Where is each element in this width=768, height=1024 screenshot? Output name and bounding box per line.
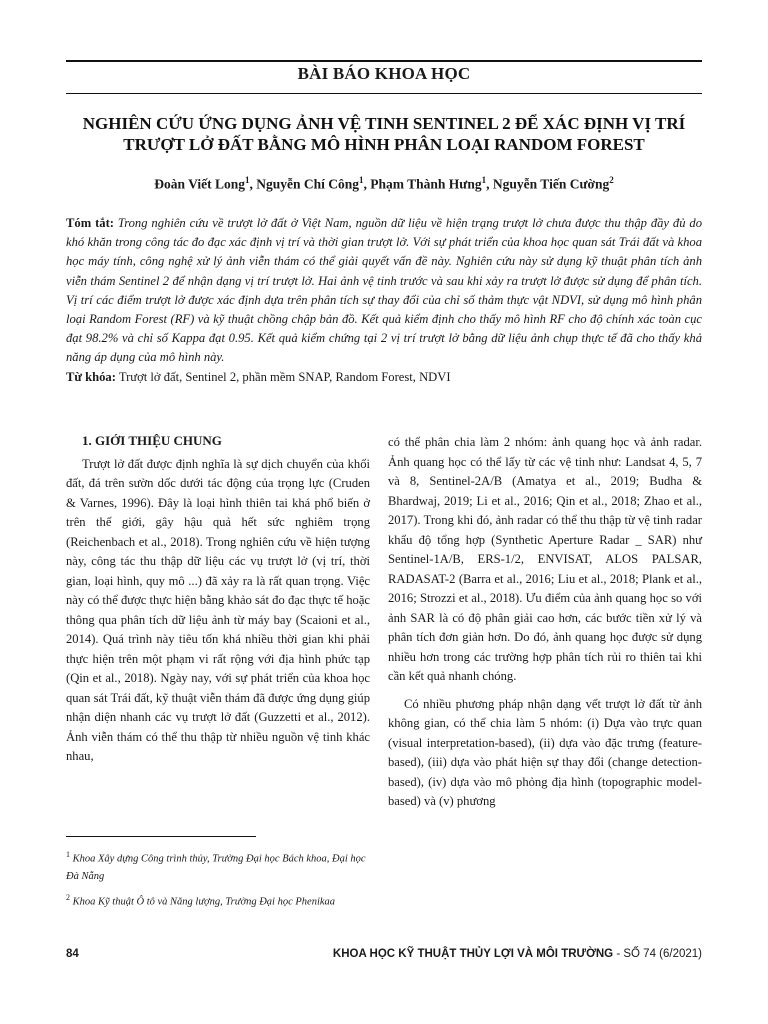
top-rule xyxy=(66,60,702,62)
footnote-text: Khoa Kỹ thuật Ô tô và Năng lượng, Trường Đại học Phenikaa xyxy=(70,896,336,907)
footnote-mark: 1 xyxy=(66,850,70,859)
author-affiliation-mark: 2 xyxy=(609,175,614,185)
body-paragraph: Trượt lở đất được định nghĩa là sự dịch chuyển của khối đất, đá trên sườn dốc dưới tác động của trọng lực (Cruden & Varnes, 1996). Đây là loại hình thiên tai khá phổ biến ở trên thế giới, gây hậu quả hết sức nghiêm trọng (Reichenbach et al., 2018). Trong nghiên cứu về hiện tượng này, công tác thu thập dữ liệu các vụ trượt lở (vị trí, thời gian, loại hình, quy mô ...) đã xảy ra là rất quan trọng. Việc này có thể được thực hiện bằng khảo sát đo đạc thực tế hoặc thông qua phân tích dữ liệu ảnh từ máy bay (Scaioni et al., 2014). Quá trình này tiêu tốn khá nhiều thời gian khi phải thực hiện trên một phạm vi rất rộng với địa hình phức tạp (Qin et al., 2018). Ngày nay, với sự phát triển của khoa học quan sát Trái đất, kỹ thuật viễn thám đã được ứng dụng giúp nhận diện nhanh các vụ trượt lở đất (Guzzetti et al., 2012). Ảnh viễn thám có thể thu thập từ nhiều nguồn vệ tinh khác nhau, xyxy=(66,456,370,763)
article-title: NGHIÊN CỨU ỨNG DỤNG ẢNH VỆ TINH SENTINEL 2 ĐỂ XÁC ĐỊNH VỊ TRÍ TRƯỢT LỞ ĐẤT BẰNG MÔ HÌNH PHÂN LOẠI RANDOM FOREST xyxy=(82,114,686,154)
footnote-divider xyxy=(66,836,256,837)
author-separator: , xyxy=(249,176,257,192)
footnote-text: Khoa Xây dựng Công trình thủy, Trường Đại học Bách khoa, Đại học Đà Nẵng xyxy=(66,853,366,882)
abstract-label: Tóm tắt: xyxy=(66,216,114,230)
header-divider xyxy=(66,93,702,94)
right-column xyxy=(388,433,702,812)
author-separator: , xyxy=(486,176,493,192)
author-affiliation-mark: 1 xyxy=(359,175,364,185)
section-label: BÀI BÁO KHOA HỌC xyxy=(297,64,471,83)
author-list xyxy=(66,175,702,193)
keywords-label: Từ khóa: xyxy=(66,370,116,384)
left-column xyxy=(66,431,370,767)
journal-name: KHOA HỌC KỸ THUẬT THỦY LỢI VÀ MÔI TRƯỜNG xyxy=(332,948,614,960)
author-affiliation-mark: 1 xyxy=(244,175,250,185)
footnotes xyxy=(66,846,370,914)
footnote-mark: 2 xyxy=(66,892,70,902)
body-paragraph: có thể phân chia làm 2 nhóm: ảnh quang học và ảnh radar. Ảnh quang học có thể lấy từ các vệ tinh như: Landsat 4, 5, 7 và 8, Sentinel-2A/B (Amatya et al., 2019; Budha & Bhardwaj, 2019; Li et al., 2016; Qin et al., 2018; Zhao et al., 2017). Trong khi đó, ảnh radar có thể thu thập từ vệ tinh radar khẩu độ tổng hợp (Synthetic Aperture Radar _ SAR) như Sentinel-1A/B, ERS-1/2, ENVISAT, ALOS PALSAR, RADASAT-2 (Barra et al., 2016; Liu et al., 2018; Plank et al., 2016; Strozzi et al., 2018). Ưu điểm của ảnh quang học so với ảnh SAR là có độ phân giải cao hơn, các bước tiền xử lý và phân tích đơn giản hơn. Do đó, ảnh quang học được sử dụng nhiều hơn trong các trường hợp phân tích rủi ro thiên tai khi cần kết quả nhanh chóng. xyxy=(388,435,702,683)
body-paragraph: Có nhiều phương pháp nhận dạng vết trượt lở đất từ ảnh không gian, có thể chia làm 5 nhóm: (i) Dựa vào trực quan (visual interpretation-based), (ii) dựa vào đặc trưng (feature-based), (iii) dựa vào phát hiện sự thay đổi (change detection-based), (iv) dựa vào mô phỏng địa hình (topographic model-based) và (v) phương xyxy=(388,696,702,808)
abstract xyxy=(66,214,702,368)
keywords xyxy=(66,368,702,387)
author-affiliation-mark: 1 xyxy=(481,175,487,185)
footnote xyxy=(66,846,370,885)
page-footer xyxy=(66,948,702,966)
section-heading: 1. GIỚI THIỆU CHUNG xyxy=(82,433,222,448)
page-number: 84 xyxy=(66,948,79,960)
author-separator: , xyxy=(363,176,371,192)
abstract-text: Trong nghiên cứu về trượt lở đất ở Việt Nam, nguồn dữ liệu về hiện trạng trượt lở chưa được thu thập đầy đủ do khó khăn trong công tác đo đạc xác định vị trí và thời gian trượt lở. Với sự phát triển của khoa học quan sát Trái đất và khoa học máy tính, công nghệ xử lý ảnh viễn thám có thể giải quyết vấn đề này. Nghiên cứu này sử dụng kỹ thuật phân tích ảnh viễn thám Sentinel 2 để nhận dạng vị trí trượt lở. Hai ảnh vệ tinh trước và sau khi xảy ra trượt lở được sử dụng để phân tích. Vị trí các điểm trượt lở được xác định dựa trên phân tích sự thay đổi của chỉ số thảm thực vật NDVI, sử dụng mô hình phân loại Random Forest (RF) và kỹ thuật chồng chập bản đồ. Kết quả kiểm định cho thấy mô hình RF cho độ chính xác toàn cục đạt 98.2% và chỉ số Kappa đạt 0.95. Kết quả kiểm chứng tại 2 vị trí trượt lở bằng dữ liệu ảnh chụp thực tế đã cho thấy khả năng áp dụng của mô hình này. xyxy=(66,216,703,365)
journal-info xyxy=(333,948,702,960)
keywords-text: Trượt lở đất, Sentinel 2, phần mềm SNAP, Random Forest, NDVI xyxy=(115,370,451,384)
author-name: Nguyễn Chí Công xyxy=(256,176,360,192)
author-name: Đoàn Viết Long xyxy=(154,176,245,192)
journal-issue: - SỐ 74 (6/2021) xyxy=(613,948,702,960)
author-name: Phạm Thành Hưng xyxy=(370,176,482,192)
author-name: Nguyễn Tiến Cường xyxy=(492,176,610,192)
footnote xyxy=(66,889,370,911)
